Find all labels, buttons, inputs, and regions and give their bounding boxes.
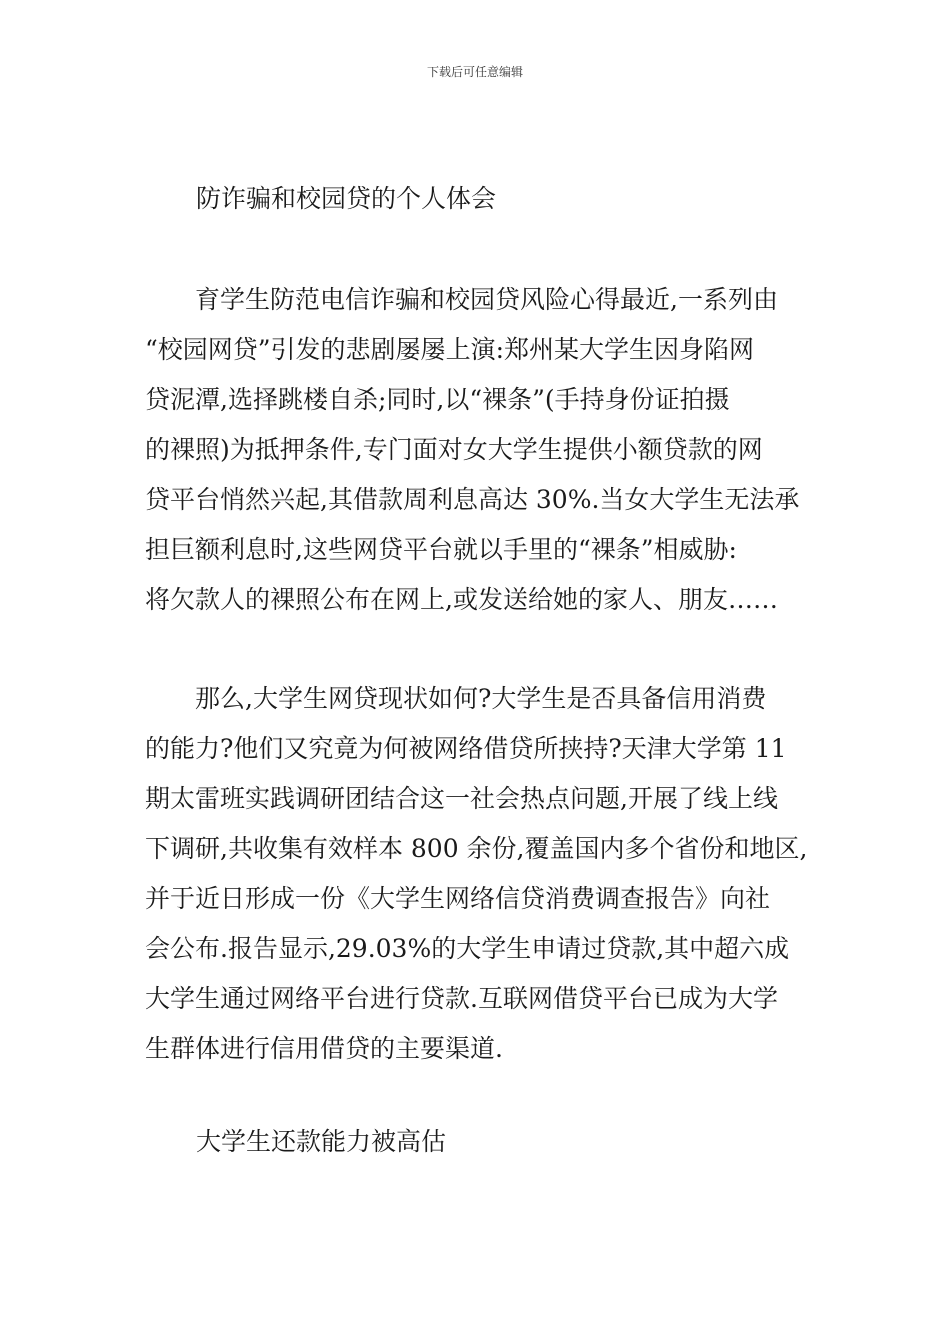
paragraph-line: 并于近日形成一份《大学生网络信贷消费调查报告》向社 bbox=[145, 884, 771, 913]
header-note: 下载后可任意编辑 bbox=[426, 65, 523, 79]
paragraph-line: 担巨额利息时,这些网贷平台就以手里的“裸条”相威胁: bbox=[145, 535, 737, 564]
paragraph-line: 大学生通过网络平台进行贷款.互联网借贷平台已成为大学 bbox=[145, 984, 778, 1013]
paragraph-line: 会公布.报告显示,29.03%的大学生申请过贷款,其中超六成 bbox=[145, 934, 790, 963]
paragraph-line: 的裸照)为抵押条件,专门面对女大学生提供小额贷款的网 bbox=[145, 435, 763, 464]
paragraph-line: 育学生防范电信诈骗和校园贷风险心得最近,一系列由 bbox=[145, 285, 778, 314]
paragraph-line: 期太雷班实践调研团结合这一社会热点问题,开展了线上线 bbox=[145, 784, 778, 813]
paragraph-line: “校园网贷”引发的悲剧屡屡上演:郑州某大学生因身陷网 bbox=[145, 335, 754, 364]
paragraph-line: 的能力?他们又究竟为何被网络借贷所挟持?天津大学第 11 bbox=[145, 734, 787, 763]
paragraph-line: 贷泥潭,选择跳楼自杀;同时,以“裸条”(手持身份证拍摄 bbox=[145, 385, 730, 414]
document-title: 防诈骗和校园贷的个人体会 bbox=[196, 184, 497, 213]
paragraph-line: 贷平台悄然兴起,其借款周利息高达 30%.当女大学生无法承 bbox=[145, 485, 800, 514]
paragraph-line: 将欠款人的裸照公布在网上,或发送给她的家人、朋友…… bbox=[145, 585, 778, 614]
section-subheading: 大学生还款能力被高估 bbox=[196, 1127, 447, 1156]
paragraph-line: 那么,大学生网贷现状如何?大学生是否具备信用消费 bbox=[145, 684, 767, 713]
paragraph-line: 下调研,共收集有效样本 800 余份,覆盖国内多个省份和地区, bbox=[145, 834, 808, 863]
paragraph-line: 生群体进行信用借贷的主要渠道. bbox=[145, 1034, 503, 1063]
